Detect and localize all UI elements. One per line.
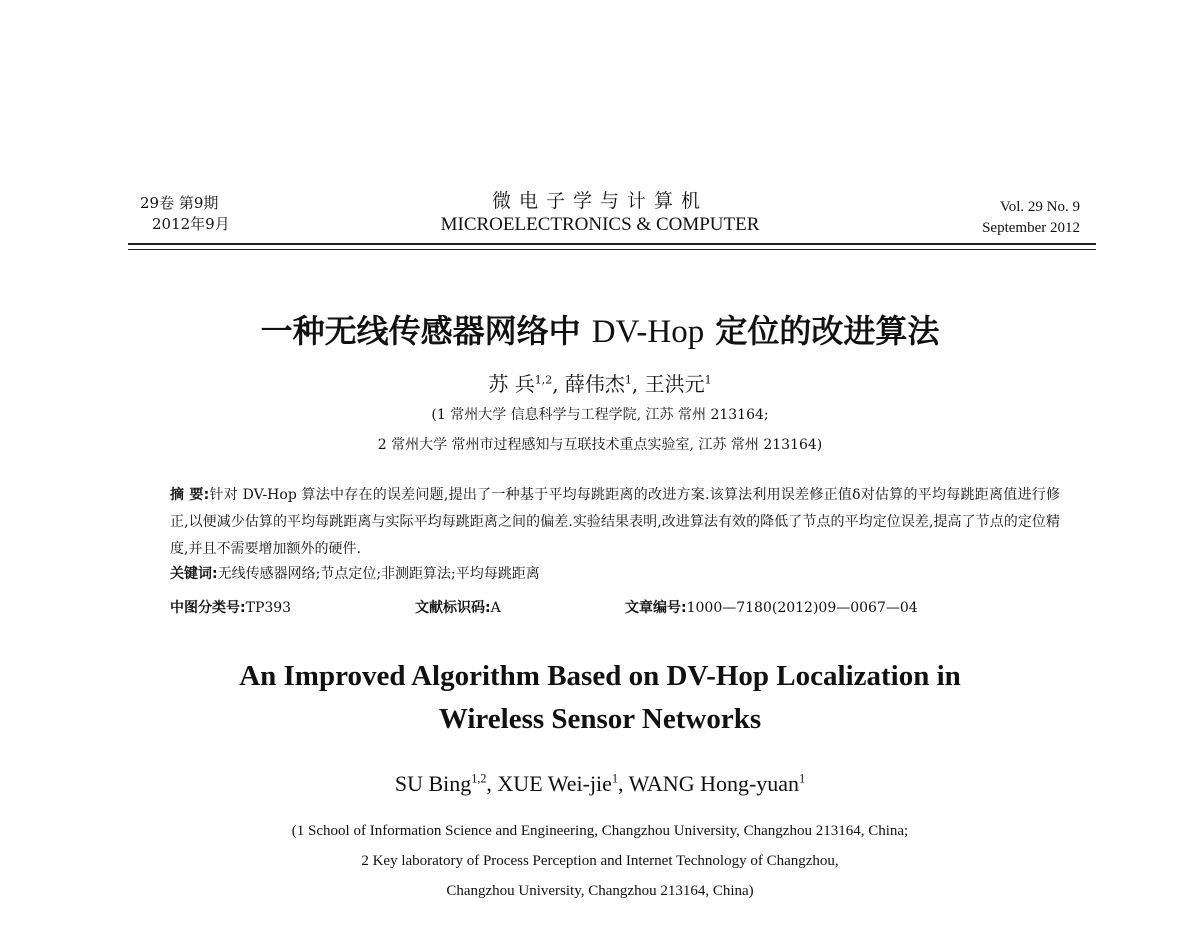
- abstract-text: 针对 DV-Hop 算法中存在的误差问题,提出了一种基于平均每跳距离的改进方案.该算法利用误差修正值δ对估算的平均每跳距离值进行修正,以便减少估算的平均每跳距离与实际平均每跳距离之间的偏差.实验结果表明,改进算法有效的降低了节点的平均定位误差,提高了节点的定位精度,并且不需要增加额外的硬件.: [170, 487, 1060, 557]
- author-en: XUE Wei-jie: [497, 771, 612, 796]
- authors-cn: 苏 兵$^{1,2}$, 薛伟杰$^1$, 王洪元$^1$: [488, 372, 712, 396]
- author-cn-affiliation: 1,2: [534, 373, 553, 387]
- clc-number: [170, 597, 291, 617]
- affiliation-cn-2: 2 常州大学 常州市过程感知与互联技术重点实验室, 江苏 常州 213164): [377, 437, 823, 453]
- issue-info-en: [982, 197, 1080, 239]
- author-cn: 王洪元: [644, 372, 705, 396]
- header-rule-thick: [128, 243, 1096, 245]
- author-en: WANG Hong-yuan: [628, 771, 800, 796]
- author-en-affiliation: 1: [799, 771, 806, 786]
- author-cn: 薛伟杰: [564, 372, 625, 396]
- title-en-line2: Wireless Sensor Networks: [438, 703, 762, 735]
- journal-name-cn: 微电子学与计算机: [491, 190, 708, 212]
- article-number: [625, 597, 918, 617]
- header-rule-thin: [128, 249, 1096, 250]
- keywords-cn: [170, 563, 540, 583]
- clc-label: 中图分类号:: [170, 600, 246, 616]
- title-cn-latin: DV-Hop: [591, 314, 705, 350]
- author-en-affiliation: 1: [611, 771, 618, 786]
- journal-name-en: MICROELECTRONICS & COMPUTER: [440, 214, 760, 235]
- affiliation-en-3: Changzhou University, Changzhou 213164, China): [446, 883, 754, 899]
- affiliation-en-1: (1 School of Information Science and Engineering, Changzhou University, Changzhou 213164, China;: [291, 823, 909, 839]
- article-number-value: 1000—7180(2012)09—0067—04: [686, 600, 918, 616]
- author-cn-affiliation: 1: [624, 373, 632, 387]
- document-code-value: A: [490, 600, 501, 616]
- title-en-line1: An Improved Algorithm Based on DV-Hop Localization in: [239, 660, 961, 692]
- paper-title-en: [0, 655, 1200, 741]
- document-code-label: 文献标识码:: [415, 600, 491, 616]
- abstract-label: 摘 要:: [170, 487, 210, 503]
- keywords-label: 关键词:: [170, 566, 218, 582]
- author-cn-affiliation: 1: [704, 373, 712, 387]
- affiliation-en-2: 2 Key laboratory of Process Perception and Internet Technology of Changzhou,: [361, 853, 839, 869]
- date-en: September 2012: [982, 220, 1080, 236]
- title-cn-part1: 一种无线传感器网络中: [260, 312, 592, 350]
- document-code: [415, 597, 501, 617]
- keywords-text: 无线传感器网络;节点定位;非测距算法;平均每跳距离: [217, 566, 540, 582]
- clc-value: TP393: [245, 600, 292, 616]
- paper-title-cn: [0, 306, 1200, 352]
- title-cn-part2: 定位的改进算法: [704, 312, 940, 350]
- article-number-label: 文章编号:: [625, 600, 687, 616]
- author-en: SU Bing: [394, 771, 472, 796]
- author-en-affiliation: 1,2: [471, 771, 487, 786]
- author-cn: 苏 兵: [488, 372, 535, 396]
- volume-en: Vol. 29 No. 9: [999, 199, 1080, 215]
- volume-cn: 29卷 第9期: [140, 194, 219, 212]
- date-cn: 2012年9月: [152, 215, 230, 233]
- abstract-cn: [170, 482, 1060, 563]
- affiliation-cn-1: (1 常州大学 信息科学与工程学院, 江苏 常州 213164;: [431, 407, 769, 423]
- authors-en: SU Bing$^{1,2}$, XUE Wei-jie$^1$, WANG Hong-yuan$^1$: [394, 771, 806, 796]
